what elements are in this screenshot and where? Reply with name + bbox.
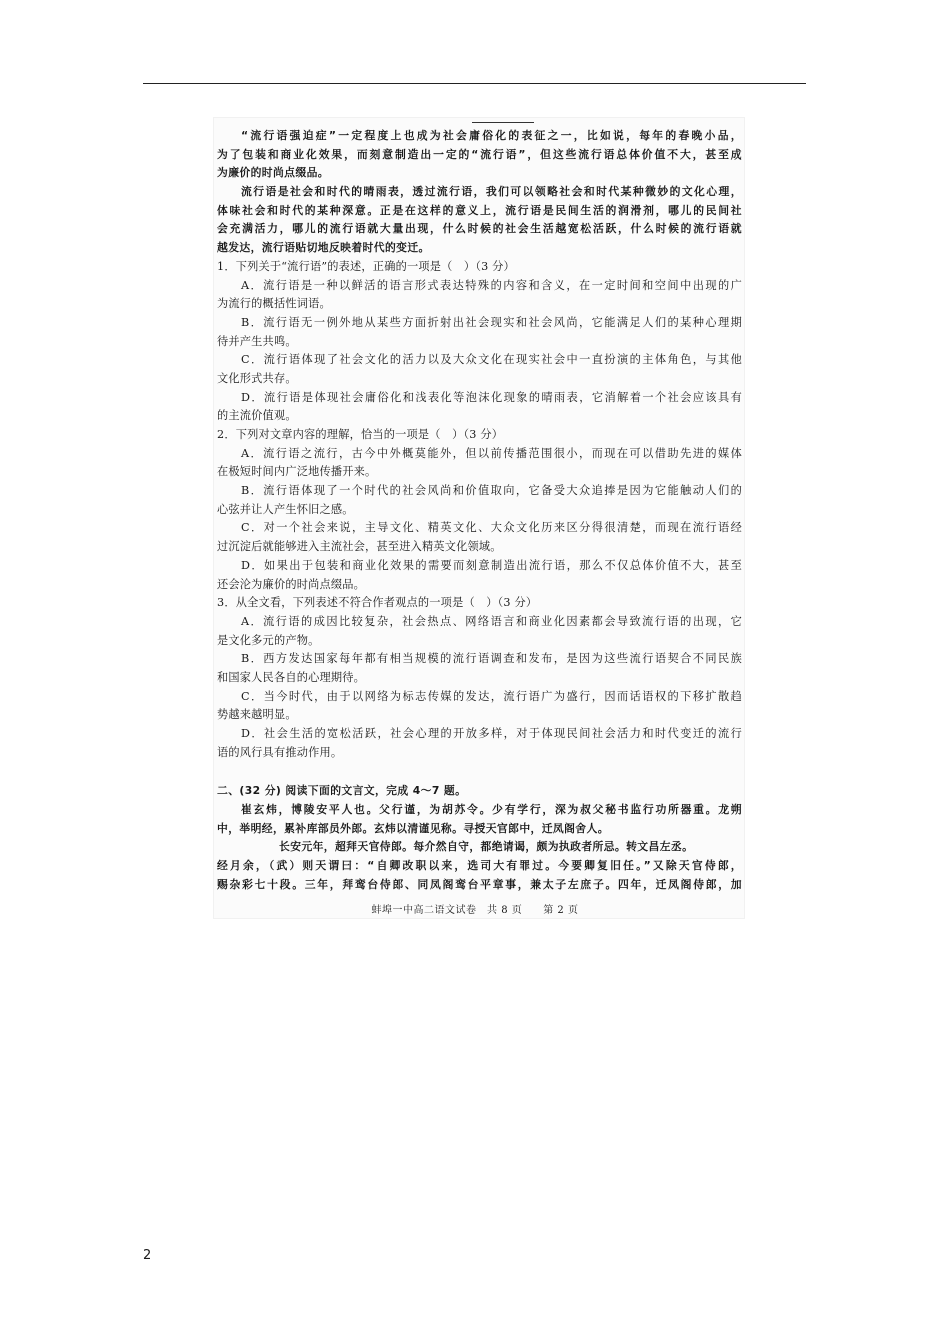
classical-text-line: 赐杂彩七十段。三年，拜鸾台侍郎、同凤阁鸾台平章事，兼太子左庶子。四年，迁凤阁侍郎，加 — [217, 877, 742, 891]
question-stem: 1．下列关于“流行语”的表述，正确的一项是（ ）（3 分） — [217, 259, 515, 273]
passage-line: 为了包装和商业化效果，而刻意制造出一定的“流行语”，但这些流行语总体价值不大，甚至成 — [217, 147, 742, 161]
header-underline — [472, 122, 534, 123]
option-d: D．流行语是体现社会庸俗化和浅表化等泡沫化现象的晴雨表，它消解着一个社会应该具有 — [241, 390, 742, 404]
option-b-cont: 心弦并让人产生怀旧之感。 — [217, 502, 354, 516]
classical-text-line: 中，举明经，累补库部员外郎。玄炜以清谨见称。寻授天官郎中，迁凤阁舍人。 — [217, 821, 609, 835]
option-b: B．西方发达国家每年都有相当规模的流行语调查和发布，是因为这些流行语契合不同民族 — [241, 652, 742, 666]
option-b-cont: 待并产生共鸣。 — [217, 334, 297, 348]
option-a: A．流行语是一种以鲜活的语言形式表达特殊的内容和含义，在一定时间和空间中出现的广 — [241, 278, 742, 292]
option-b: B．流行语体现了一个时代的社会风尚和价值取向，它备受大众追捧是因为它能触动人们的 — [241, 484, 742, 498]
classical-text-line: 长安元年，超拜天官侍郎。每介然自守，都绝请谒，颇为执政者所忌。转文昌左丞。 — [279, 840, 694, 854]
option-c: C．流行语体现了社会文化的活力以及大众文化在现实社会中一直扮演的主体角色，与其他 — [241, 353, 742, 367]
passage-line: 体味社会和时代的某种深意。正是在这样的意义上，流行语是民间生活的润滑剂，哪儿的民间社 — [217, 203, 742, 217]
header-rule — [143, 83, 806, 84]
question-stem: 3．从全文看，下列表述不符合作者观点的一项是（ ）（3 分） — [217, 596, 538, 610]
section-heading: 二、(32 分) 阅读下面的文言文，完成 4～7 题。 — [217, 784, 467, 798]
option-b-cont: 和国家人民各自的心理期待。 — [217, 670, 366, 684]
passage-line: 流行语是社会和时代的晴雨表，透过流行语，我们可以领略社会和时代某种微妙的文化心理， — [241, 185, 742, 199]
option-c-cont: 势越来越明显。 — [217, 708, 297, 722]
classical-text-line: 经月余，（武）则天谓曰：“自卿改职以来，选司大有罪过。今要卿复旧任。”又除天官侍郎， — [217, 859, 742, 873]
section-gap — [217, 762, 742, 782]
option-a-cont: 在极短时间内广泛地传播开来。 — [217, 465, 377, 479]
option-d: D．如果出于包装和商业化效果的需要而刻意制造出流行语，那么不仅总体价值不大，甚至 — [241, 558, 742, 572]
option-a: A．流行语的成因比较复杂，社会热点、网络语言和商业化因素都会导致流行语的出现，它 — [241, 614, 742, 628]
classical-text-line: 崔玄炜，博陵安平人也。父行谨，为胡苏令。少有学行，深为叔父秘书监行功所器重。龙朔 — [241, 803, 742, 817]
option-c-cont: 过沉淀后就能够进入主流社会，甚至进入精英文化领域。 — [217, 540, 502, 554]
passage-line: “流行语强迫症”一定程度上也成为社会庸俗化的表征之一，比如说，每年的春晚小品， — [241, 129, 742, 142]
option-a-cont: 是文化多元的产物。 — [217, 633, 320, 647]
passage-line: 越发达，流行语贴切地反映着时代的变迁。 — [217, 241, 430, 255]
option-d-cont: 语的风行具有推动作用。 — [217, 745, 343, 759]
option-a-cont: 为流行的概括性词语。 — [217, 297, 331, 311]
option-b: B．流行语无一例外地从某些方面折射出社会现实和社会风尚，它能满足人们的某种心理期 — [241, 315, 742, 329]
option-a: A．流行语之流行，古今中外概莫能外，但以前传播范围很小，而现在可以借助先进的媒体 — [241, 446, 742, 460]
page-number: 2 — [143, 1248, 152, 1263]
option-c: C．对一个社会来说，主导文化、精英文化、大众文化历来区分得很清楚，而现在流行语经 — [241, 521, 742, 535]
passage-line: 会充满活力，哪儿的流行语就大量出现，什么时候的社会生活越宽松活跃，什么时候的流行语就 — [217, 222, 742, 236]
option-d: D．社会生活的宽松活跃，社会心理的开放多样，对于体现民间社会活力和时代变迁的流行 — [241, 727, 742, 740]
option-c: C．当今时代，由于以网络为标志传媒的发达，流行语广为盛行，因而话语权的下移扩散趋 — [241, 689, 742, 703]
passage-line: 为廉价的时尚点缀品。 — [217, 166, 329, 180]
exam-footer: 蚌埠一中高二语文试卷 共 8 页 第 2 页 — [371, 905, 579, 916]
option-d-cont: 的主流价值观。 — [217, 409, 297, 423]
exam-content — [217, 127, 742, 895]
option-d-cont: 还会沦为廉价的时尚点缀品。 — [217, 577, 366, 591]
question-stem: 2．下列对文章内容的理解，恰当的一项是（ ）（3 分） — [217, 428, 504, 441]
option-c-cont: 文化形式共存。 — [217, 371, 297, 385]
